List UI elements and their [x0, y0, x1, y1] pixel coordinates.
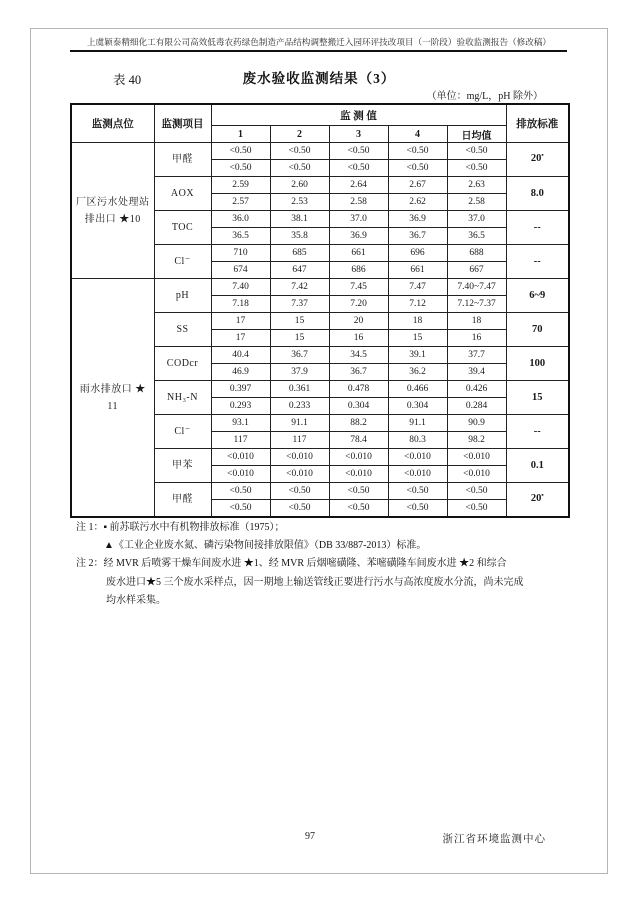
- value-cell: 80.3: [388, 432, 447, 449]
- item-name-cell: Cl⁻: [154, 245, 211, 279]
- value-cell: <0.50: [329, 143, 388, 160]
- value-cell: 37.7: [447, 347, 506, 364]
- value-cell: <0.010: [329, 466, 388, 483]
- value-cell: 18: [388, 313, 447, 330]
- value-cell: 2.58: [447, 194, 506, 211]
- value-cell: 16: [447, 330, 506, 347]
- value-cell: <0.50: [211, 160, 270, 177]
- value-cell: 7.12~7.37: [447, 296, 506, 313]
- value-cell: 18: [447, 313, 506, 330]
- value-cell: 685: [270, 245, 329, 262]
- standard-cell: --: [506, 245, 569, 279]
- value-cell: <0.50: [211, 500, 270, 518]
- point-label-line: 排出口 ★10: [84, 213, 141, 225]
- value-cell: 98.2: [447, 432, 506, 449]
- value-cell: <0.50: [447, 483, 506, 500]
- value-cell: 91.1: [270, 415, 329, 432]
- value-cell: <0.010: [211, 449, 270, 466]
- table-row: [71, 143, 569, 160]
- item-name-cell: Cl⁻: [154, 415, 211, 449]
- point-cell: [71, 279, 154, 518]
- value-cell: <0.010: [447, 466, 506, 483]
- value-cell: <0.50: [447, 500, 506, 518]
- item-name-cell: 甲苯: [154, 449, 211, 483]
- value-cell: 36.2: [388, 364, 447, 381]
- value-cell: <0.50: [388, 500, 447, 518]
- value-cell: 93.1: [211, 415, 270, 432]
- value-cell: <0.50: [388, 160, 447, 177]
- value-cell: 696: [388, 245, 447, 262]
- col-subheader-4: 4: [388, 126, 447, 143]
- value-cell: 0.293: [211, 398, 270, 415]
- value-cell: 7.40: [211, 279, 270, 296]
- value-cell: 117: [211, 432, 270, 449]
- col-header-values: 监 测 值: [211, 104, 506, 126]
- value-cell: 16: [329, 330, 388, 347]
- value-cell: 37.0: [329, 211, 388, 228]
- value-cell: <0.50: [447, 143, 506, 160]
- item-name-cell: TOC: [154, 211, 211, 245]
- point-label-line: 雨水排放口 ★: [79, 383, 146, 395]
- item-name-cell: pH: [154, 279, 211, 313]
- col-subheader-3: 3: [329, 126, 388, 143]
- value-cell: <0.50: [447, 160, 506, 177]
- value-cell: 15: [388, 330, 447, 347]
- value-cell: 2.58: [329, 194, 388, 211]
- value-cell: <0.010: [447, 449, 506, 466]
- value-cell: 7.18: [211, 296, 270, 313]
- value-cell: 34.5: [329, 347, 388, 364]
- note-line: ▲《工业企业废水氮、磷污染物间接排放限值》（DB 33/887-2013）标准。: [104, 540, 427, 552]
- standard-cell: 6~9: [506, 279, 569, 313]
- item-name-cell: 甲醛: [154, 483, 211, 518]
- standard-cell: 100: [506, 347, 569, 381]
- value-cell: <0.010: [211, 466, 270, 483]
- standard-cell: 8.0: [506, 177, 569, 211]
- value-cell: 0.361: [270, 381, 329, 398]
- value-cell: 2.59: [211, 177, 270, 194]
- value-cell: 2.60: [270, 177, 329, 194]
- value-cell: 91.1: [388, 415, 447, 432]
- value-cell: 7.47: [388, 279, 447, 296]
- value-cell: 36.0: [211, 211, 270, 228]
- value-cell: 7.45: [329, 279, 388, 296]
- note-line: 废水进口★5 三个废水采样点，因一期地上输送管线正要进行污水与高浓度废水分流，尚未完成: [106, 576, 524, 588]
- value-cell: <0.50: [270, 500, 329, 518]
- value-cell: 7.40~7.47: [447, 279, 506, 296]
- value-cell: 117: [270, 432, 329, 449]
- value-cell: 7.42: [270, 279, 329, 296]
- value-cell: 0.233: [270, 398, 329, 415]
- value-cell: 39.1: [388, 347, 447, 364]
- value-cell: 15: [270, 313, 329, 330]
- table-row: [71, 279, 569, 296]
- standard-cell: --: [506, 211, 569, 245]
- value-cell: 2.53: [270, 194, 329, 211]
- item-name-cell: SS: [154, 313, 211, 347]
- value-cell: 36.9: [388, 211, 447, 228]
- value-cell: 7.20: [329, 296, 388, 313]
- point-cell: [71, 143, 154, 279]
- page-number: 97: [305, 831, 315, 842]
- value-cell: <0.50: [211, 143, 270, 160]
- value-cell: 88.2: [329, 415, 388, 432]
- value-cell: <0.50: [388, 483, 447, 500]
- value-cell: 7.37: [270, 296, 329, 313]
- note-line: 均水样采集。: [106, 594, 166, 606]
- item-name-cell: 甲醛: [154, 143, 211, 177]
- col-subheader-1: 1: [211, 126, 270, 143]
- standard-cell: 15: [506, 381, 569, 415]
- value-cell: 35.8: [270, 228, 329, 245]
- note-line: 注 2：经 MVR 后喷雾干燥车间废水进 ★1、经 MVR 后烟嘧磺隆、苯嘧磺隆车间废水进 ★2 和综合: [76, 558, 507, 570]
- col-header-item: 监测项目: [154, 104, 211, 143]
- value-cell: <0.50: [329, 500, 388, 518]
- value-cell: 688: [447, 245, 506, 262]
- notes-block: [76, 519, 554, 610]
- page-title: 废水验收监测结果（3）: [242, 71, 396, 86]
- item-name-cell: AOX: [154, 177, 211, 211]
- value-cell: 36.7: [329, 364, 388, 381]
- value-cell: 36.7: [270, 347, 329, 364]
- standard-cell: 20▪: [506, 143, 569, 177]
- item-name-cell: NH₃-N: [154, 381, 211, 415]
- results-table-wrapper: [70, 103, 570, 518]
- value-cell: <0.50: [329, 483, 388, 500]
- col-header-point: 监测点位: [71, 104, 154, 143]
- value-cell: 0.478: [329, 381, 388, 398]
- standard-footnote-marker: ▪: [541, 152, 544, 159]
- value-cell: 2.62: [388, 194, 447, 211]
- value-cell: <0.010: [388, 466, 447, 483]
- value-cell: 17: [211, 330, 270, 347]
- value-cell: 661: [329, 245, 388, 262]
- value-cell: 15: [270, 330, 329, 347]
- value-cell: <0.50: [211, 483, 270, 500]
- value-cell: 647: [270, 262, 329, 279]
- standard-cell: 70: [506, 313, 569, 347]
- unit-note: （单位：mg/L，pH 除外）: [426, 91, 543, 102]
- value-cell: 686: [329, 262, 388, 279]
- value-cell: 667: [447, 262, 506, 279]
- standard-cell: --: [506, 415, 569, 449]
- value-cell: 0.304: [388, 398, 447, 415]
- value-cell: 90.9: [447, 415, 506, 432]
- value-cell: 36.5: [447, 228, 506, 245]
- value-cell: 37.0: [447, 211, 506, 228]
- value-cell: 78.4: [329, 432, 388, 449]
- value-cell: 0.466: [388, 381, 447, 398]
- document-header-title: 上虞颖泰精细化工有限公司高效低毒农药绿色制造产品结构调整搬迁入园环评技改项目（一阶段）验收监测报告（修改稿）: [86, 37, 552, 47]
- value-cell: 7.12: [388, 296, 447, 313]
- table-head: [71, 104, 569, 143]
- value-cell: 46.9: [211, 364, 270, 381]
- value-cell: 0.304: [329, 398, 388, 415]
- value-cell: 40.4: [211, 347, 270, 364]
- col-subheader-2: 2: [270, 126, 329, 143]
- table-number-label: 表 40: [113, 73, 142, 87]
- value-cell: 661: [388, 262, 447, 279]
- point-label-line: 11: [107, 400, 119, 412]
- value-cell: <0.50: [270, 143, 329, 160]
- value-cell: <0.50: [388, 143, 447, 160]
- value-cell: 2.57: [211, 194, 270, 211]
- value-cell: 2.64: [329, 177, 388, 194]
- value-cell: 0.397: [211, 381, 270, 398]
- value-cell: 2.63: [447, 177, 506, 194]
- value-cell: 39.4: [447, 364, 506, 381]
- value-cell: <0.50: [270, 160, 329, 177]
- value-cell: 674: [211, 262, 270, 279]
- value-cell: 17: [211, 313, 270, 330]
- value-cell: <0.50: [270, 483, 329, 500]
- col-subheader-5: 日均值: [447, 126, 506, 143]
- value-cell: 2.67: [388, 177, 447, 194]
- value-cell: 36.7: [388, 228, 447, 245]
- table-body: [71, 143, 569, 518]
- value-cell: <0.010: [388, 449, 447, 466]
- standard-cell: 0.1: [506, 449, 569, 483]
- point-label-line: 厂区污水处理站: [76, 196, 150, 208]
- standard-cell: 20▪: [506, 483, 569, 518]
- value-cell: 0.284: [447, 398, 506, 415]
- value-cell: 37.9: [270, 364, 329, 381]
- value-cell: 36.9: [329, 228, 388, 245]
- results-table: [70, 103, 570, 518]
- note-line: 注 1：▪ 前苏联污水中有机物排放标准（1975）；: [76, 522, 285, 533]
- value-cell: <0.010: [270, 449, 329, 466]
- header-divider: [70, 50, 567, 52]
- standard-footnote-marker: ▪: [541, 492, 544, 499]
- value-cell: 38.1: [270, 211, 329, 228]
- value-cell: <0.010: [329, 449, 388, 466]
- value-cell: 0.426: [447, 381, 506, 398]
- item-name-cell: CODcr: [154, 347, 211, 381]
- value-cell: 710: [211, 245, 270, 262]
- value-cell: <0.010: [270, 466, 329, 483]
- col-header-standard: 排放标准: [506, 104, 569, 143]
- value-cell: 20: [329, 313, 388, 330]
- footer-organization: 浙江省环境监测中心: [442, 834, 546, 845]
- value-cell: 36.5: [211, 228, 270, 245]
- value-cell: <0.50: [329, 160, 388, 177]
